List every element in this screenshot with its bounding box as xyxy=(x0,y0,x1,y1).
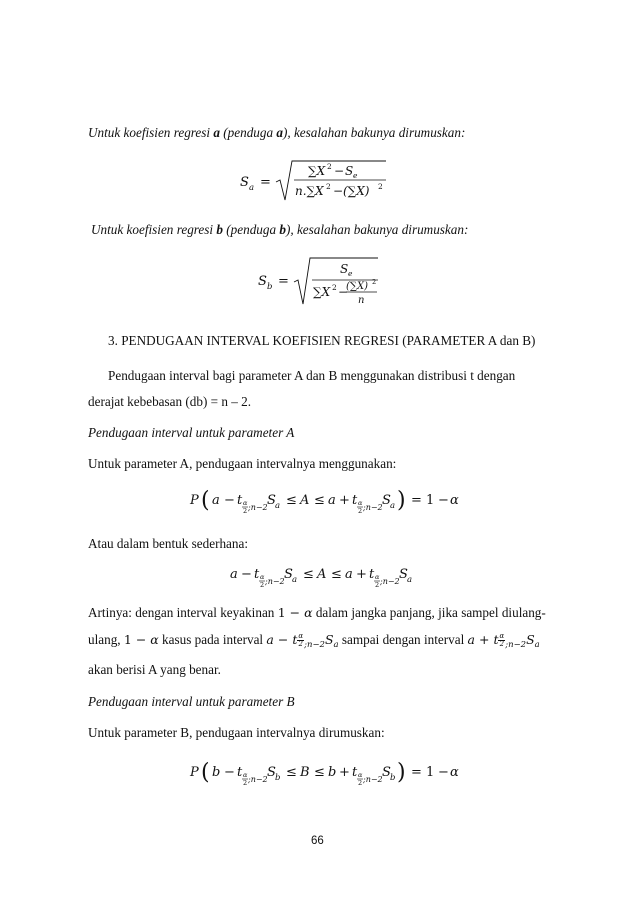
svg-text:n.∑X: n.∑X xyxy=(295,184,324,198)
svg-text:;n−2: ;n−2 xyxy=(248,503,268,512)
svg-text:a: a xyxy=(275,501,281,511)
svg-text:B: B xyxy=(300,765,310,780)
intro-line-1: Pendugaan interval bagi parameter A dan B menggunakan distribusi t dengan xyxy=(108,368,516,383)
svg-text:t: t xyxy=(352,765,358,780)
svg-text:S: S xyxy=(267,493,276,508)
svg-text:): ) xyxy=(397,760,406,785)
svg-text:−: − xyxy=(438,765,449,780)
svg-text:t: t xyxy=(254,567,260,582)
svg-text:α: α xyxy=(375,573,380,581)
svg-text:P: P xyxy=(190,493,199,508)
interval-b-formula xyxy=(190,752,470,792)
svg-text:(: ( xyxy=(201,760,210,785)
svg-text:≤: ≤ xyxy=(286,493,297,508)
subheading-a: Pendugaan interval untuk parameter A xyxy=(88,425,295,440)
svg-text:≤: ≤ xyxy=(331,567,342,582)
svg-text:a: a xyxy=(249,183,255,193)
simple-interval-formula xyxy=(230,560,430,592)
intro-line-2: derajat kebebasan (db) = n – 2. xyxy=(88,394,252,409)
svg-text:−: − xyxy=(224,493,235,508)
svg-text:e: e xyxy=(353,171,358,180)
svg-text:α: α xyxy=(358,771,363,779)
svg-text:2: 2 xyxy=(327,162,332,171)
simple-form-text: Atau dalam bentuk sederhana: xyxy=(88,536,249,551)
svg-text:≤: ≤ xyxy=(286,765,297,780)
svg-text:2: 2 xyxy=(243,507,248,515)
svg-text:a: a xyxy=(230,567,238,582)
svg-text:≤: ≤ xyxy=(314,493,325,508)
svg-text:α: α xyxy=(243,499,248,507)
svg-text:=: = xyxy=(278,274,289,289)
svg-text:;n−2: ;n−2 xyxy=(265,577,285,586)
page-number: 66 xyxy=(311,835,324,847)
svg-text:b: b xyxy=(328,765,337,780)
svg-text:a: a xyxy=(328,493,336,508)
svg-text:∑X: ∑X xyxy=(308,164,326,178)
svg-text:1: 1 xyxy=(426,765,435,780)
svg-text:t: t xyxy=(369,567,375,582)
svg-text:S: S xyxy=(345,164,354,178)
svg-text:S: S xyxy=(284,567,293,582)
section-heading: 3. PENDUGAAN INTERVAL KOEFISIEN REGRESI (PARAMETER A dan B) xyxy=(108,333,536,348)
svg-text:P: P xyxy=(190,765,199,780)
svg-text:S: S xyxy=(258,274,267,289)
param-b-text: Untuk parameter B, pendugaan intervalnya dirumuskan: xyxy=(88,725,385,740)
svg-text:∑X: ∑X xyxy=(313,285,331,299)
svg-text:−: − xyxy=(334,164,345,178)
sb-intro-text: Untuk koefisien regresi b (penduga b), kesalahan bakunya dirumuskan: xyxy=(91,222,469,237)
svg-text:2: 2 xyxy=(378,182,383,191)
svg-text:A: A xyxy=(317,567,327,582)
param-a-text: Untuk parameter A, pendugaan intervalnya menggunakan: xyxy=(88,456,397,471)
svg-text:t: t xyxy=(237,493,243,508)
sa-formula xyxy=(240,155,400,205)
svg-text:S: S xyxy=(382,765,391,780)
sa-intro-text: Untuk koefisien regresi a (penduga a), kesalahan bakunya dirumuskan: xyxy=(88,125,466,140)
svg-text:S: S xyxy=(340,262,349,276)
svg-text:α: α xyxy=(450,765,459,780)
svg-text:b: b xyxy=(390,773,396,783)
svg-text:≤: ≤ xyxy=(303,567,314,582)
svg-text:2: 2 xyxy=(243,779,248,787)
svg-text:a: a xyxy=(390,501,396,511)
interval-a-formula xyxy=(190,480,470,520)
svg-text:a: a xyxy=(407,575,413,585)
artinya-line-3: akan berisi A yang benar. xyxy=(88,662,221,677)
svg-text:a: a xyxy=(212,493,220,508)
svg-text:α: α xyxy=(450,493,459,508)
svg-text:−: − xyxy=(241,567,252,582)
svg-text:(∑X): (∑X) xyxy=(346,281,369,292)
svg-text:2: 2 xyxy=(358,507,363,515)
svg-text:b: b xyxy=(267,282,273,292)
svg-text:S: S xyxy=(382,493,391,508)
svg-text:S: S xyxy=(267,765,276,780)
svg-text:2: 2 xyxy=(326,182,331,191)
svg-text:2: 2 xyxy=(358,779,363,787)
svg-text:2: 2 xyxy=(332,283,337,292)
svg-text:;n−2: ;n−2 xyxy=(363,503,383,512)
svg-text:t: t xyxy=(237,765,243,780)
svg-text:A: A xyxy=(300,493,310,508)
svg-text:b: b xyxy=(275,773,281,783)
svg-text:;n−2: ;n−2 xyxy=(248,775,268,784)
svg-text:≤: ≤ xyxy=(314,765,325,780)
sb-formula xyxy=(258,252,388,310)
svg-text:−: − xyxy=(333,184,344,198)
svg-text:+: + xyxy=(339,765,350,780)
svg-text:a: a xyxy=(292,575,298,585)
svg-text:−: − xyxy=(438,493,449,508)
svg-text:α: α xyxy=(358,499,363,507)
svg-text:2: 2 xyxy=(260,581,265,589)
artinya-line-1: Artinya: dengan interval keyakinan 1 − α dalam jangka panjang, jika sampel diulang- xyxy=(88,605,546,620)
svg-text:;n−2: ;n−2 xyxy=(380,577,400,586)
svg-text:2: 2 xyxy=(375,581,380,589)
svg-text:+: + xyxy=(356,567,367,582)
svg-text:(: ( xyxy=(201,488,210,513)
svg-text:;n−2: ;n−2 xyxy=(363,775,383,784)
svg-text:S: S xyxy=(399,567,408,582)
svg-text:=: = xyxy=(260,175,271,190)
svg-text:+: + xyxy=(339,493,350,508)
subheading-b: Pendugaan interval untuk parameter B xyxy=(88,694,295,709)
svg-text:1: 1 xyxy=(426,493,435,508)
svg-text:−: − xyxy=(338,285,349,299)
svg-text:(∑X): (∑X) xyxy=(343,184,370,198)
artinya-line-2: ulang, 1 − α kasus pada interval a − t $\frac{\alpha}{2}$ $_{;n-2}S_a$ sampai dengan interval a + t $\frac{\alpha}{2}$ $_{;n-2}S_a$ xyxy=(88,632,540,650)
svg-text:2: 2 xyxy=(372,278,377,286)
svg-text:e: e xyxy=(348,269,353,278)
svg-text:α: α xyxy=(243,771,248,779)
svg-text:=: = xyxy=(411,493,422,508)
svg-text:=: = xyxy=(411,765,422,780)
svg-text:a: a xyxy=(345,567,353,582)
svg-text:α: α xyxy=(260,573,265,581)
svg-text:−: − xyxy=(224,765,235,780)
svg-text:t: t xyxy=(352,493,358,508)
svg-text:S: S xyxy=(240,175,249,190)
svg-text:): ) xyxy=(397,488,406,513)
svg-text:b: b xyxy=(212,765,221,780)
svg-text:n: n xyxy=(358,295,365,306)
